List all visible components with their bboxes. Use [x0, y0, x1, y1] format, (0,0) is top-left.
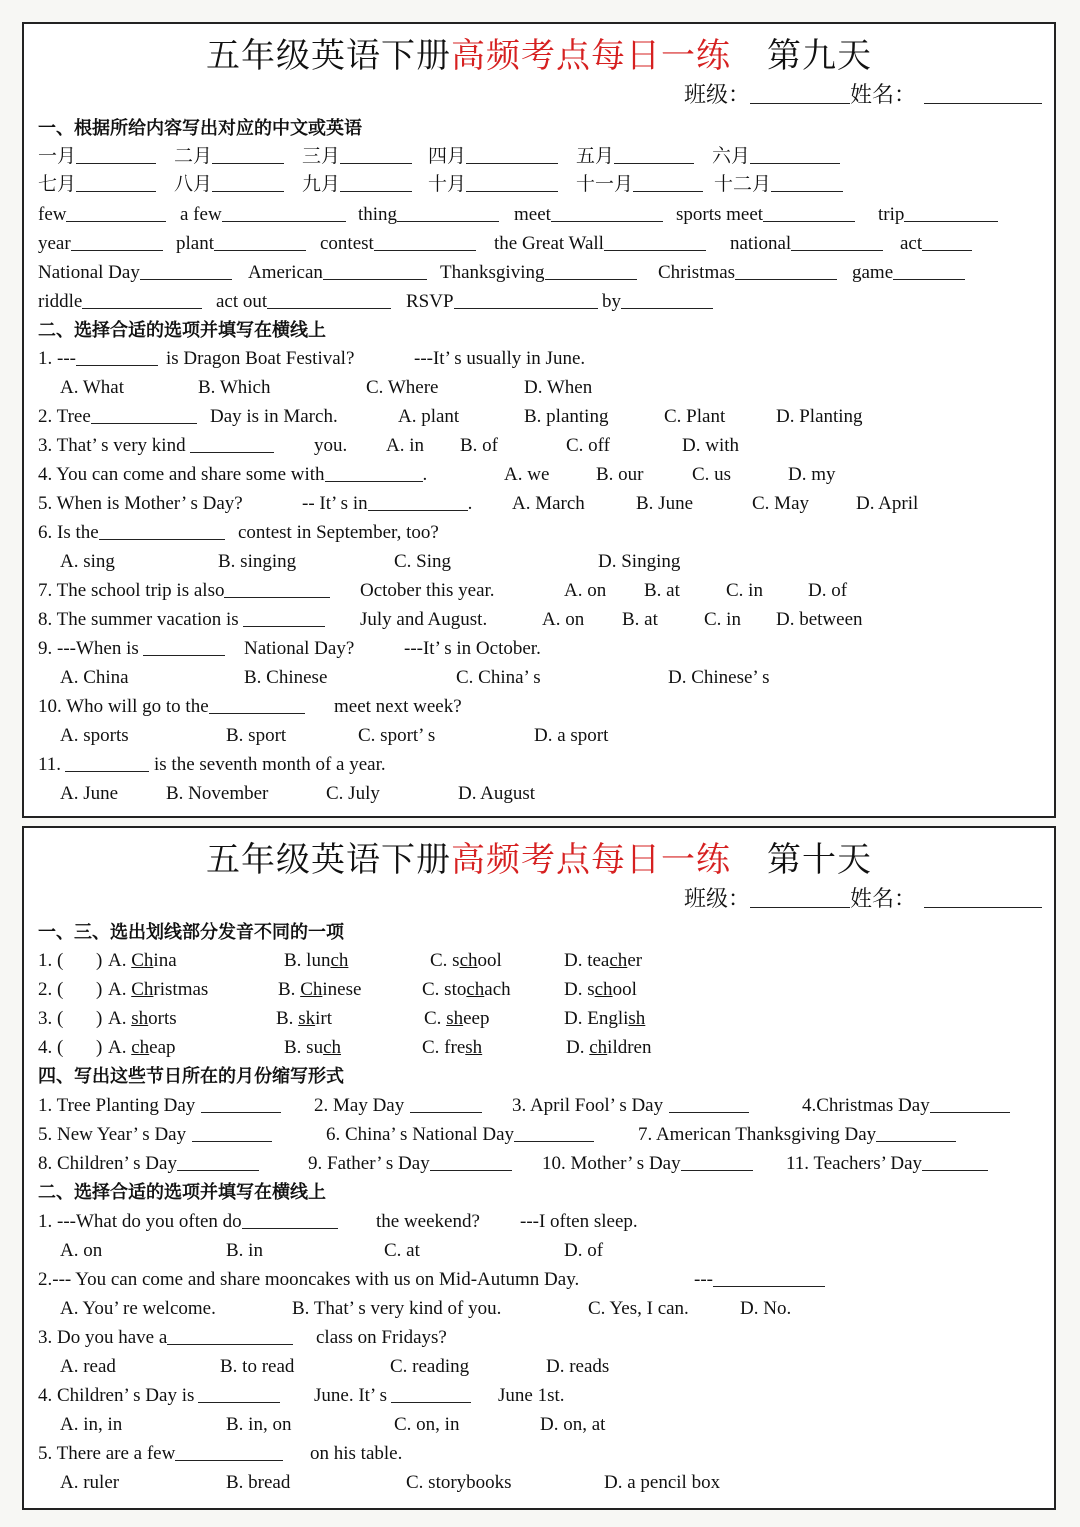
page-title: [24, 832, 1054, 881]
answer-blank[interactable]: [140, 261, 232, 280]
answer-blank[interactable]: [71, 232, 163, 251]
question-text: 6. Is the: [38, 522, 99, 543]
class-name-line: [684, 78, 1042, 109]
option[interactable]: B. our: [596, 464, 644, 485]
option[interactable]: A. on: [60, 1240, 103, 1261]
answer-blank[interactable]: [763, 203, 855, 222]
answer-blank[interactable]: [222, 203, 346, 222]
answer-blank[interactable]: [66, 203, 166, 222]
question-text: 3. Do you have a: [38, 1327, 168, 1348]
question-answer-hint: ---It’ s in October.: [404, 638, 541, 659]
vocab-word: plant: [176, 233, 214, 254]
option[interactable]: D. August: [458, 783, 536, 804]
question-text: National Day?: [244, 638, 355, 659]
option[interactable]: D. on, at: [540, 1414, 606, 1435]
question-number: 1. (: [38, 950, 64, 971]
question-text: the weekend?: [376, 1211, 480, 1232]
month-word: 一月: [38, 146, 77, 167]
answer-blank[interactable]: [175, 1442, 283, 1461]
section-heading: 一、三、选出划线部分发音不同的一项: [38, 922, 344, 943]
option[interactable]: C. fresh: [422, 1037, 483, 1058]
question-paren: ): [96, 979, 103, 1000]
option[interactable]: D. between: [776, 609, 863, 630]
question-answer-hint: ---I often sleep.: [520, 1211, 638, 1232]
option[interactable]: D. teacher: [564, 950, 643, 971]
month-word: 二月: [174, 146, 213, 167]
answer-blank[interactable]: [198, 1384, 280, 1403]
class-label: 班级：: [683, 83, 750, 108]
name-label: 姓名：: [849, 887, 916, 912]
option[interactable]: A. March: [512, 493, 585, 514]
vocab-word: year: [38, 233, 71, 254]
question-text: Day is in March.: [210, 406, 338, 427]
vocab-word: thing: [358, 204, 398, 225]
page-title: [24, 28, 1054, 77]
question-text: is the seventh month of a year.: [154, 754, 386, 775]
question-text: .: [467, 493, 473, 514]
option[interactable]: C. us: [692, 464, 732, 485]
vocab-word: national: [730, 233, 792, 254]
title-day: 第十天: [767, 840, 872, 880]
option[interactable]: B. sport: [226, 725, 287, 746]
question-text: June 1st.: [498, 1385, 565, 1406]
option[interactable]: D. No.: [740, 1298, 792, 1319]
question-text: on his table.: [310, 1443, 403, 1464]
answer-blank[interactable]: [750, 145, 840, 164]
option[interactable]: D. When: [524, 377, 593, 398]
option[interactable]: A. sports: [60, 725, 129, 746]
question-text: 1. ---What do you often do: [38, 1211, 242, 1232]
answer-blank[interactable]: [267, 290, 391, 309]
answer-blank[interactable]: [397, 203, 499, 222]
month-word: 五月: [576, 146, 615, 167]
option[interactable]: D. English: [564, 1008, 646, 1029]
option[interactable]: A. What: [60, 377, 125, 398]
question-text: you.: [314, 435, 348, 456]
answer-blank[interactable]: [454, 290, 598, 309]
festival-name: 8. Children’ s Day: [38, 1153, 177, 1174]
title-highlight: 高频考点每日一练: [451, 36, 731, 76]
answer-blank[interactable]: [201, 1094, 281, 1113]
answer-blank[interactable]: [76, 347, 158, 366]
festival-name: 3. April Fool’ s Day: [512, 1095, 664, 1116]
class-blank[interactable]: [750, 887, 850, 908]
question-answer-hint: ---It’ s usually in June.: [414, 348, 586, 369]
month-word: 八月: [174, 174, 213, 195]
option[interactable]: B. in: [226, 1240, 263, 1261]
option[interactable]: C. sport’ s: [358, 725, 436, 746]
answer-blank[interactable]: [735, 261, 837, 280]
section-heading: 一、根据所给内容写出对应的中文或英语: [38, 118, 362, 139]
answer-blank[interactable]: [214, 232, 306, 251]
question-text: 11.: [38, 754, 62, 775]
answer-blank[interactable]: [192, 1123, 272, 1142]
answer-blank[interactable]: [466, 145, 558, 164]
answer-blank[interactable]: [190, 434, 274, 453]
option[interactable]: B. in, on: [226, 1414, 292, 1435]
option[interactable]: C. on, in: [394, 1414, 460, 1435]
vocab-word: a few: [180, 204, 222, 225]
answer-blank[interactable]: [212, 145, 284, 164]
month-word: 六月: [712, 146, 751, 167]
option[interactable]: D. of: [808, 580, 848, 601]
vocab-word: act: [900, 233, 923, 254]
option[interactable]: A. plant: [398, 406, 460, 427]
option[interactable]: C. China’ s: [456, 667, 541, 688]
option[interactable]: D. April: [856, 493, 919, 514]
answer-blank[interactable]: [374, 232, 476, 251]
question-number: 2. (: [38, 979, 64, 1000]
section-heading: 二、选择合适的选项并填写在横线上: [38, 320, 326, 341]
month-word: 四月: [428, 146, 467, 167]
name-blank[interactable]: [924, 83, 1042, 104]
question-paren: ): [96, 950, 103, 971]
festival-name: 11. Teachers’ Day: [786, 1153, 923, 1174]
answer-blank[interactable]: [224, 579, 330, 598]
answer-blank[interactable]: [551, 203, 663, 222]
option[interactable]: B. lunch: [284, 950, 349, 971]
question-text: 2. Tree: [38, 406, 91, 427]
question-text: October this year.: [360, 580, 495, 601]
answer-blank[interactable]: [91, 405, 197, 424]
option[interactable]: B. Chinese: [278, 979, 362, 1000]
question-text: 2.--- You can come and share mooncakes with us on Mid-Autumn Day.: [38, 1269, 580, 1290]
option[interactable]: D. school: [564, 979, 637, 1000]
question-text: .: [422, 464, 428, 485]
vocab-word: National Day: [38, 262, 140, 283]
section-heading: 二、选择合适的选项并填写在横线上: [38, 1182, 326, 1203]
question-number: 3. (: [38, 1008, 64, 1029]
option[interactable]: B. skirt: [276, 1008, 332, 1029]
answer-blank[interactable]: [771, 173, 843, 192]
answer-blank[interactable]: [325, 463, 423, 482]
festival-name: 1. Tree Planting Day: [38, 1095, 196, 1116]
vocab-word: American: [248, 262, 323, 283]
name-blank[interactable]: [924, 887, 1042, 908]
month-word: 九月: [302, 174, 341, 195]
option[interactable]: D. Singing: [598, 551, 681, 572]
answer-blank[interactable]: [99, 521, 225, 540]
option[interactable]: A. China: [60, 667, 129, 688]
answer-blank[interactable]: [713, 1268, 825, 1287]
vocab-word: the Great Wall: [494, 233, 604, 254]
option[interactable]: C. May: [752, 493, 809, 514]
vocab-word: by: [602, 291, 621, 312]
option[interactable]: C. Sing: [394, 551, 452, 572]
class-label: 班级：: [683, 887, 750, 912]
question-number: 4. (: [38, 1037, 64, 1058]
option[interactable]: A. in: [386, 435, 424, 456]
answer-blank[interactable]: [681, 1152, 753, 1171]
answer-blank[interactable]: [893, 261, 965, 280]
answer-blank[interactable]: [922, 232, 972, 251]
answer-blank[interactable]: [876, 1123, 956, 1142]
vocab-word: act out: [216, 291, 268, 312]
option[interactable]: A. sing: [60, 551, 115, 572]
answer-blank[interactable]: [323, 261, 427, 280]
class-blank[interactable]: [750, 83, 850, 104]
answer-blank[interactable]: [466, 173, 558, 192]
festival-name: 9. Father’ s Day: [308, 1153, 430, 1174]
festival-name: 2. May Day: [314, 1095, 405, 1116]
option[interactable]: A. You’ re welcome.: [60, 1298, 216, 1319]
option[interactable]: D. a pencil box: [604, 1472, 721, 1493]
option[interactable]: A. we: [504, 464, 550, 485]
title-day: 第九天: [767, 36, 872, 76]
vocab-word: game: [852, 262, 894, 283]
answer-blank[interactable]: [614, 145, 694, 164]
question-text: 1. ---: [38, 348, 76, 369]
question-paren: ): [96, 1037, 103, 1058]
option[interactable]: B. of: [460, 435, 498, 456]
question-text: 5. When is Mother’ s Day?: [38, 493, 243, 514]
option[interactable]: C. reading: [390, 1356, 470, 1377]
option[interactable]: A. shorts: [108, 1008, 177, 1029]
answer-blank[interactable]: [410, 1094, 482, 1113]
answer-blank[interactable]: [904, 203, 998, 222]
question-text: is Dragon Boat Festival?: [166, 348, 355, 369]
question-text: July and August.: [360, 609, 488, 630]
option[interactable]: D. with: [682, 435, 739, 456]
vocab-word: sports meet: [676, 204, 764, 225]
option[interactable]: B. at: [622, 609, 658, 630]
option[interactable]: C. July: [326, 783, 380, 804]
answer-blank[interactable]: [76, 173, 156, 192]
option[interactable]: B. November: [166, 783, 269, 804]
vocab-word: trip: [878, 204, 905, 225]
option[interactable]: A. in, in: [60, 1414, 123, 1435]
option[interactable]: C. off: [566, 435, 610, 456]
option[interactable]: A. China: [108, 950, 177, 971]
option[interactable]: C. storybooks: [406, 1472, 512, 1493]
vocab-word: Christmas: [658, 262, 736, 283]
answer-blank[interactable]: [212, 173, 284, 192]
option[interactable]: C. stochach: [422, 979, 511, 1000]
question-text: class on Fridays?: [316, 1327, 447, 1348]
answer-blank[interactable]: [177, 1152, 259, 1171]
title-highlight: 高频考点每日一练: [451, 840, 731, 880]
question-text: 4. Children’ s Day is: [38, 1385, 195, 1406]
option[interactable]: C. in: [726, 580, 763, 601]
answer-blank[interactable]: [209, 695, 305, 714]
option[interactable]: C. school: [430, 950, 502, 971]
option[interactable]: D. children: [566, 1037, 652, 1058]
option[interactable]: B. planting: [524, 406, 609, 427]
title-grade: 五年级英语下册: [206, 36, 451, 76]
option[interactable]: B. at: [644, 580, 680, 601]
answer-blank[interactable]: [430, 1152, 512, 1171]
answer-blank[interactable]: [76, 145, 156, 164]
option[interactable]: B. Chinese: [244, 667, 328, 688]
question-text: 3. That’ s very kind: [38, 435, 186, 456]
vocab-word: Thanksgiving: [440, 262, 545, 283]
option[interactable]: C. Plant: [664, 406, 726, 427]
answer-blank[interactable]: [82, 290, 202, 309]
vocab-word: riddle: [38, 291, 83, 312]
vocab-word: RSVP: [406, 291, 454, 312]
festival-name: 10. Mother’ s Day: [542, 1153, 681, 1174]
answer-blank[interactable]: [545, 261, 637, 280]
option[interactable]: A. on: [542, 609, 585, 630]
festival-name: 5. New Year’ s Day: [38, 1124, 187, 1145]
option[interactable]: B. singing: [218, 551, 297, 572]
question-text: 10. Who will go to the: [38, 696, 209, 717]
question-text: 5. There are a few: [38, 1443, 176, 1464]
name-label: 姓名：: [849, 83, 916, 108]
answer-blank[interactable]: [243, 608, 325, 627]
option[interactable]: A. on: [564, 580, 607, 601]
answer-blank[interactable]: [340, 173, 412, 192]
section-heading: 四、写出这些节日所在的月份缩写形式: [38, 1066, 344, 1087]
class-name-line: [684, 882, 1042, 913]
option[interactable]: A. read: [60, 1356, 116, 1377]
answer-blank[interactable]: [669, 1094, 749, 1113]
question-text: ---: [694, 1269, 713, 1290]
vocab-word: meet: [514, 204, 551, 225]
question-text: June. It’ s: [314, 1385, 387, 1406]
option[interactable]: D. of: [564, 1240, 604, 1261]
option[interactable]: A. cheap: [108, 1037, 176, 1058]
option[interactable]: C. in: [704, 609, 741, 630]
option[interactable]: B. such: [284, 1037, 342, 1058]
month-word: 十一月: [576, 174, 634, 195]
option[interactable]: A. Christmas: [108, 979, 209, 1000]
option[interactable]: B. Which: [198, 377, 271, 398]
answer-blank[interactable]: [167, 1326, 293, 1345]
answer-blank[interactable]: [391, 1384, 471, 1403]
option[interactable]: C. sheep: [424, 1008, 490, 1029]
worksheet-day10: [22, 826, 1056, 1510]
month-word: 十月: [428, 174, 467, 195]
question-paren: ): [96, 1008, 103, 1029]
answer-blank[interactable]: [514, 1123, 594, 1142]
option[interactable]: A. ruler: [60, 1472, 120, 1493]
option[interactable]: C. Yes, I can.: [588, 1298, 689, 1319]
answer-blank[interactable]: [930, 1094, 1010, 1113]
option[interactable]: C. Where: [366, 377, 439, 398]
option[interactable]: D. a sport: [534, 725, 609, 746]
question-text: -- It’ s in: [302, 493, 368, 514]
question-text: 7. The school trip is also: [38, 580, 225, 601]
month-word: 十二月: [714, 174, 772, 195]
option[interactable]: A. June: [60, 783, 119, 804]
answer-blank[interactable]: [65, 753, 149, 772]
festival-name: 7. American Thanksgiving Day: [638, 1124, 877, 1145]
answer-blank[interactable]: [368, 492, 468, 511]
answer-blank[interactable]: [604, 232, 706, 251]
answer-blank[interactable]: [633, 173, 703, 192]
option[interactable]: C. at: [384, 1240, 420, 1261]
answer-blank[interactable]: [242, 1210, 338, 1229]
vocab-word: contest: [320, 233, 374, 254]
option[interactable]: D. reads: [546, 1356, 610, 1377]
option[interactable]: B. bread: [226, 1472, 291, 1493]
option[interactable]: B. June: [636, 493, 693, 514]
question-text: 8. The summer vacation is: [38, 609, 239, 630]
festival-name: 6. China’ s National Day: [326, 1124, 515, 1145]
question-text: 9. ---When is: [38, 638, 139, 659]
question-text: meet next week?: [334, 696, 462, 717]
month-word: 三月: [302, 146, 341, 167]
vocab-word: few: [38, 204, 67, 225]
question-text: contest in September, too?: [238, 522, 439, 543]
answer-blank[interactable]: [791, 232, 883, 251]
festival-name: 4.Christmas Day: [802, 1095, 930, 1116]
answer-blank[interactable]: [922, 1152, 988, 1171]
option[interactable]: D. Chinese’ s: [668, 667, 770, 688]
question-text: 4. You can come and share some with: [38, 464, 325, 485]
worksheet-day9: [22, 22, 1056, 818]
month-word: 七月: [38, 174, 77, 195]
option[interactable]: B. That’ s very kind of you.: [292, 1298, 502, 1319]
answer-blank[interactable]: [143, 637, 225, 656]
option[interactable]: D. Planting: [776, 406, 863, 427]
answer-blank[interactable]: [621, 290, 713, 309]
answer-blank[interactable]: [340, 145, 412, 164]
option[interactable]: B. to read: [220, 1356, 295, 1377]
option[interactable]: D. my: [788, 464, 836, 485]
title-grade: 五年级英语下册: [206, 840, 451, 880]
